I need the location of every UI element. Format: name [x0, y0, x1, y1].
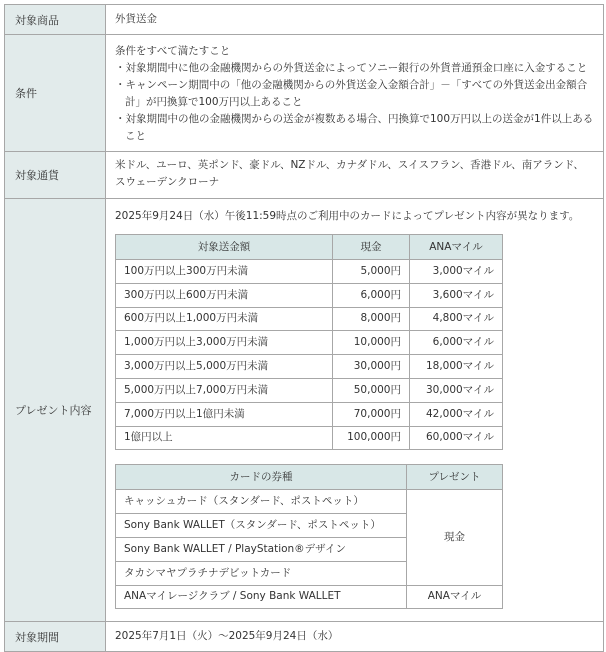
- card-type-cell: タカシマヤプラチナデビットカード: [116, 561, 407, 585]
- condition-label: 条件: [5, 35, 106, 151]
- condition-item: ・対象期間中の他の金融機関からの送金が複数ある場合、円換算で100万円以上の送金が1件以上あること: [115, 113, 594, 142]
- table-row: [116, 283, 503, 307]
- miles-cell: 18,000マイル: [410, 355, 503, 379]
- currency-value: 米ドル、ユーロ、英ポンド、豪ドル、NZドル、カナダドル、スイスフラン、香港ドル、南アランド、スウェーデンクローナ: [115, 159, 584, 188]
- present-content: [106, 199, 603, 621]
- product-label: 対象商品: [5, 5, 106, 34]
- currency-row: [5, 151, 603, 198]
- table-row: [116, 307, 503, 331]
- cash-cell: 6,000円: [333, 283, 410, 307]
- amount-table: [115, 234, 503, 450]
- cash-cell: 100,000円: [333, 426, 410, 450]
- amount-cell: 600万円以上1,000万円未満: [116, 307, 333, 331]
- condition-intro: 条件をすべて満たすこと: [115, 45, 231, 57]
- period-row: [5, 621, 603, 651]
- card-type-cell: Sony Bank WALLET（スタンダード、ポストペット）: [116, 514, 407, 538]
- currency-label: 対象通貨: [5, 152, 106, 198]
- header-present: プレゼント: [407, 465, 503, 490]
- table-row: [116, 378, 503, 402]
- present-row: [5, 198, 603, 621]
- present-miles-cell: ANAマイル: [407, 585, 503, 609]
- table-row: [116, 331, 503, 355]
- present-note: 2025年9月24日（水）午後11:59時点のご利用中のカードによってプレゼント内容が異なります。: [115, 210, 580, 222]
- miles-cell: 42,000マイル: [410, 402, 503, 426]
- product-value: 外貨送金: [115, 13, 157, 25]
- table-row: [116, 585, 503, 609]
- amount-cell: 5,000万円以上7,000万円未満: [116, 378, 333, 402]
- cash-cell: 5,000円: [333, 260, 410, 284]
- header-cash: 現金: [333, 235, 410, 260]
- card-type-cell: キャッシュカード（スタンダード、ポストペット）: [116, 490, 407, 514]
- table-row: [116, 490, 503, 514]
- period-value: 2025年7月1日（火）～2025年9月24日（水）: [115, 630, 339, 642]
- amount-cell: 1,000万円以上3,000万円未満: [116, 331, 333, 355]
- amount-cell: 100万円以上300万円未満: [116, 260, 333, 284]
- table-row: [116, 426, 503, 450]
- table-row: [116, 355, 503, 379]
- table-row: [116, 402, 503, 426]
- amount-cell: 1億円以上: [116, 426, 333, 450]
- cash-cell: 50,000円: [333, 378, 410, 402]
- condition-row: [5, 34, 603, 151]
- amount-table-header: [116, 235, 503, 260]
- miles-cell: 4,800マイル: [410, 307, 503, 331]
- product-row: [5, 5, 603, 34]
- miles-cell: 30,000マイル: [410, 378, 503, 402]
- present-label: プレゼント内容: [5, 199, 106, 621]
- header-card-type: カードの券種: [116, 465, 407, 490]
- condition-item: ・キャンペーン期間中の「他の金融機関からの外貨送金入金額合計」－「すべての外貨送金出金額合計」が円換算で100万円以上あること: [115, 79, 588, 108]
- cash-cell: 10,000円: [333, 331, 410, 355]
- header-amount: 対象送金額: [116, 235, 333, 260]
- header-miles: ANAマイル: [410, 235, 503, 260]
- condition-item: ・対象期間中に他の金融機関からの外貨送金によってソニー銀行の外貨普通預金口座に入金すること: [115, 62, 588, 74]
- card-type-cell: Sony Bank WALLET / PlayStation®デザイン: [116, 537, 407, 561]
- cash-cell: 8,000円: [333, 307, 410, 331]
- period-label: 対象期間: [5, 622, 106, 651]
- miles-cell: 3,000マイル: [410, 260, 503, 284]
- miles-cell: 6,000マイル: [410, 331, 503, 355]
- table-row: [116, 260, 503, 284]
- condition-content: [106, 35, 603, 151]
- cash-cell: 70,000円: [333, 402, 410, 426]
- miles-cell: 60,000マイル: [410, 426, 503, 450]
- cash-cell: 30,000円: [333, 355, 410, 379]
- card-table: [115, 464, 503, 609]
- amount-cell: 7,000万円以上1億円未満: [116, 402, 333, 426]
- present-cash-cell: 現金: [407, 490, 503, 585]
- campaign-details-table: [4, 4, 604, 652]
- amount-cell: 300万円以上600万円未満: [116, 283, 333, 307]
- amount-cell: 3,000万円以上5,000万円未満: [116, 355, 333, 379]
- card-type-cell: ANAマイレージクラブ / Sony Bank WALLET: [116, 585, 407, 609]
- miles-cell: 3,600マイル: [410, 283, 503, 307]
- card-table-header: [116, 465, 503, 490]
